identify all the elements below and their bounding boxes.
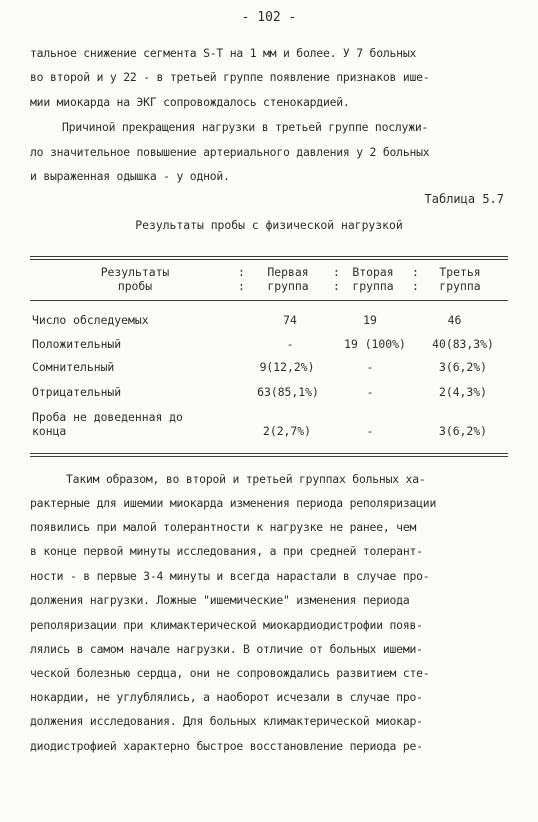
table-row-label: Сомнительный xyxy=(32,360,115,374)
text-line: диодистрофией характерно быстрое восстановление периода ре- xyxy=(30,739,423,753)
text-line: мии миокарда на ЭКГ сопровождалось стенокардией. xyxy=(30,95,350,109)
table-caption: Результаты пробы с физической нагрузкой xyxy=(135,218,403,232)
text-line: ческой болезнью сердца, они не сопровождались развитием сте- xyxy=(30,666,430,680)
table-top-rule xyxy=(30,259,508,260)
text-line: в конце первой минуты исследования, а при средней толерант- xyxy=(30,544,423,558)
table-cell: 40(83,3%) xyxy=(432,337,494,351)
table-cell: 9(12,2%) xyxy=(259,360,315,374)
table-cell: 19 xyxy=(363,313,377,327)
header-results: Результаты xyxy=(100,265,170,279)
text-line: Таким образом, во второй и третьей группах больных ха- xyxy=(66,472,426,486)
table-top-rule xyxy=(30,256,508,257)
text-line: появились при малой толерантности к нагрузке не ранее, чем xyxy=(30,520,417,534)
text-line: нокардии, не углублялись, а наоборот исчезали в случае про- xyxy=(30,690,423,704)
column-separator: : xyxy=(333,265,340,279)
column-separator: : xyxy=(238,265,245,279)
header-group-1: группа xyxy=(267,279,309,293)
column-separator: : xyxy=(238,279,245,293)
table-cell: 74 xyxy=(283,313,297,327)
table-cell: 3(6,2%) xyxy=(438,424,487,438)
table-cell: - xyxy=(366,360,374,374)
text-line: Причиной прекращения нагрузки в третьей группе послужи- xyxy=(62,120,429,134)
table-cell: - xyxy=(366,424,374,438)
table-bottom-rule xyxy=(30,453,508,454)
table-header-rule xyxy=(30,300,508,301)
header-results: пробы xyxy=(117,279,153,293)
table-bottom-rule xyxy=(30,456,508,457)
text-line: реполяризации при климактерической миокардиодистрофии появ- xyxy=(30,618,423,632)
text-line: должения исследования. Для больных климактерической миокар- xyxy=(30,714,423,728)
header-group-2: группа xyxy=(352,279,394,293)
column-separator: : xyxy=(412,265,419,279)
text-line: во второй и у 22 - в третьей группе появление признаков ише- xyxy=(30,70,430,84)
table-cell: 19 (100%) xyxy=(344,337,406,351)
header-group-1: Первая xyxy=(267,265,309,279)
table-row-label: Проба не доведенная до xyxy=(32,410,183,424)
table-label: Таблица 5.7 xyxy=(424,192,504,206)
page-number: - 102 - xyxy=(241,10,297,25)
text-line: тальное снижение сегмента S-T на 1 мм и более. У 7 больных xyxy=(30,46,417,60)
text-line: должения нагрузки. Ложные "ишемические" изменения периода xyxy=(30,593,410,607)
table-cell: - xyxy=(286,337,294,351)
table-cell: 63(85,1%) xyxy=(257,385,319,399)
header-group-2: Вторая xyxy=(352,265,394,279)
text-line: ности - в первые 3-4 минуты и всегда нарастали в случае про- xyxy=(30,569,430,583)
table-cell: - xyxy=(366,385,374,399)
text-line: ло значительное повышение артериального давления у 2 больных xyxy=(30,145,430,159)
column-separator: : xyxy=(333,279,340,293)
table-row-label: Отрицательный xyxy=(32,385,122,399)
text-line: лялись в самом начале нагрузки. В отличие от больных ишеми- xyxy=(30,642,423,656)
header-group-3: группа xyxy=(439,279,481,293)
table-cell: 3(6,2%) xyxy=(438,360,487,374)
text-line: рактерные для ишемии миокарда изменения периода реполяризации xyxy=(30,496,437,510)
table-cell: 2(2,7%) xyxy=(262,424,311,438)
table-cell: 46 xyxy=(447,313,462,327)
table-cell: 2(4,3%) xyxy=(438,385,487,399)
table-row-label: Положительный xyxy=(32,337,122,351)
column-separator: : xyxy=(412,279,419,293)
table-row-label: Число обследуемых xyxy=(32,313,149,327)
table-row-label: конца xyxy=(32,424,67,438)
text-line: и выраженная одышка - у одной. xyxy=(30,169,230,183)
header-group-3: Третья xyxy=(439,265,481,279)
